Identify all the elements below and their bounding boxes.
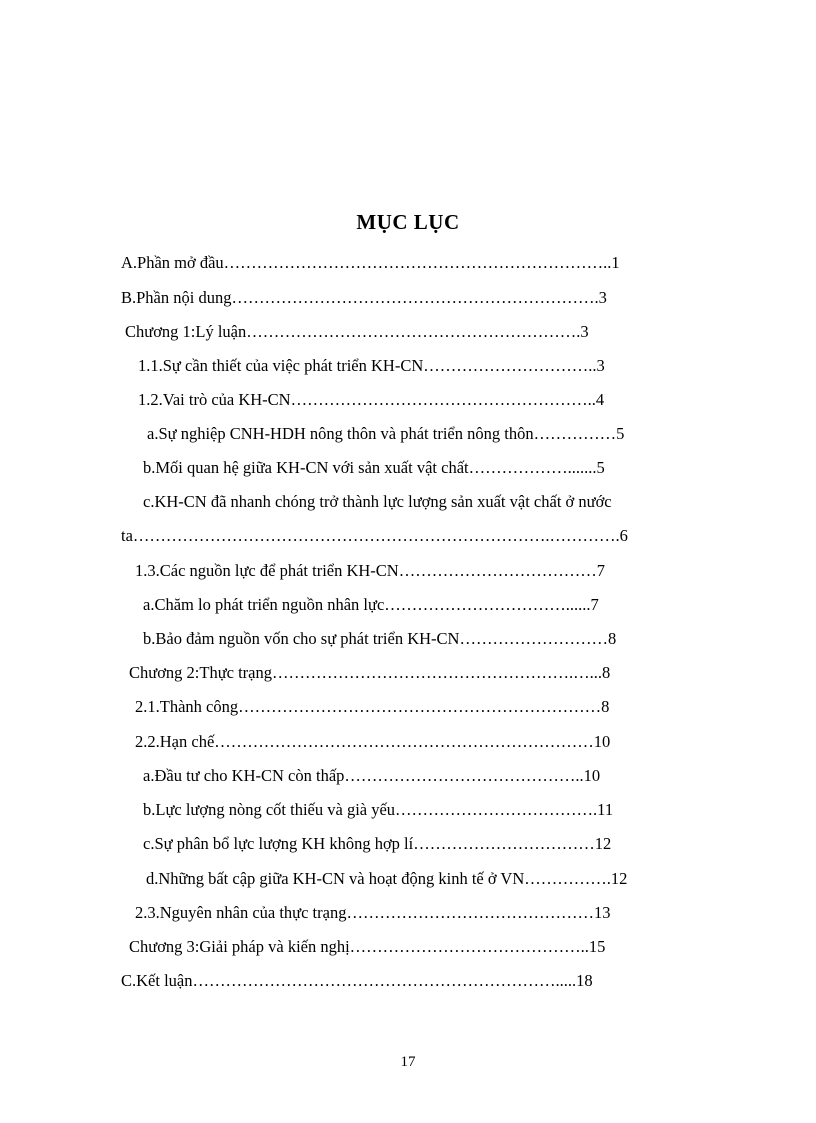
toc-entry-1-2-a: a.Sự nghiệp CNH-HDH nông thôn và phát triển nông thôn……………5 (147, 424, 625, 443)
toc-title: MỤC LỤC (356, 210, 460, 234)
toc-entry-a-introduction: A.Phần mở đầu……………………………………………………………..1 (121, 253, 620, 272)
page-number: 17 (400, 1054, 416, 1070)
toc-entry-2-2-a: a.Đầu tư cho KH-CN còn thấp……………………………………..10 (143, 766, 601, 785)
toc-entry-chapter-3: Chương 3:Giải pháp và kiến nghị……………………………………..15 (129, 937, 606, 956)
toc-entry-1-3-b: b.Bảo đảm nguồn vốn cho sự phát triển KH-CN………………………8 (143, 629, 617, 648)
toc-entry-chapter-1: Chương 1:Lý luận…………………………………………………….3 (125, 322, 589, 341)
toc-entry-1-1: 1.1.Sự cần thiết của việc phát triển KH-CN…………………………..3 (138, 356, 605, 375)
toc-entry-1-3-a: a.Chăm lo phát triển nguồn nhân lực……………………………......7 (143, 595, 599, 614)
toc-entry-b-content: B.Phần nội dung………………………………………………………….3 (121, 288, 607, 307)
toc-entry-1-2-c: c.KH-CN đã nhanh chóng trở thành lực lượng sản xuất vật chất ở nước (143, 492, 612, 511)
toc-entry-2-2-b: b.Lực lượng nòng cốt thiếu và già yếu……………………………….11 (143, 800, 614, 819)
toc-entry-2-2-d: d.Những bất cập giữa KH-CN và hoạt động kinh tế ở VN…………….12 (146, 869, 628, 888)
toc-entry-chapter-2: Chương 2:Thực trạng……………………………………………….…...8 (129, 663, 611, 682)
toc-entry-2-3: 2.3.Nguyên nhân của thực trạng………………………………………13 (135, 903, 611, 922)
toc-entry-2-2-c: c.Sự phân bổ lực lượng KH không hợp lí……………………………12 (143, 834, 612, 853)
toc-entry-1-2: 1.2.Vai trò của KH-CN………………………………………………..4 (138, 390, 605, 409)
toc-entry-c-conclusion: C.Kết luận………………………………………………………….....18 (121, 971, 593, 990)
toc-entry-1-3: 1.3.Các nguồn lực để phát triển KH-CN………………………………7 (135, 561, 605, 580)
toc-entry-2-2: 2.2.Hạn chế……………………………………………………………10 (135, 732, 611, 751)
toc-entry-1-2-c-continued: ta………………………………………………………………….………….6 (121, 526, 628, 545)
toc-entry-1-2-b: b.Mối quan hệ giữa KH-CN với sản xuất vật chất……………….......5 (143, 458, 605, 477)
toc-entry-2-1: 2.1.Thành công…………………………………………………………8 (135, 697, 610, 716)
